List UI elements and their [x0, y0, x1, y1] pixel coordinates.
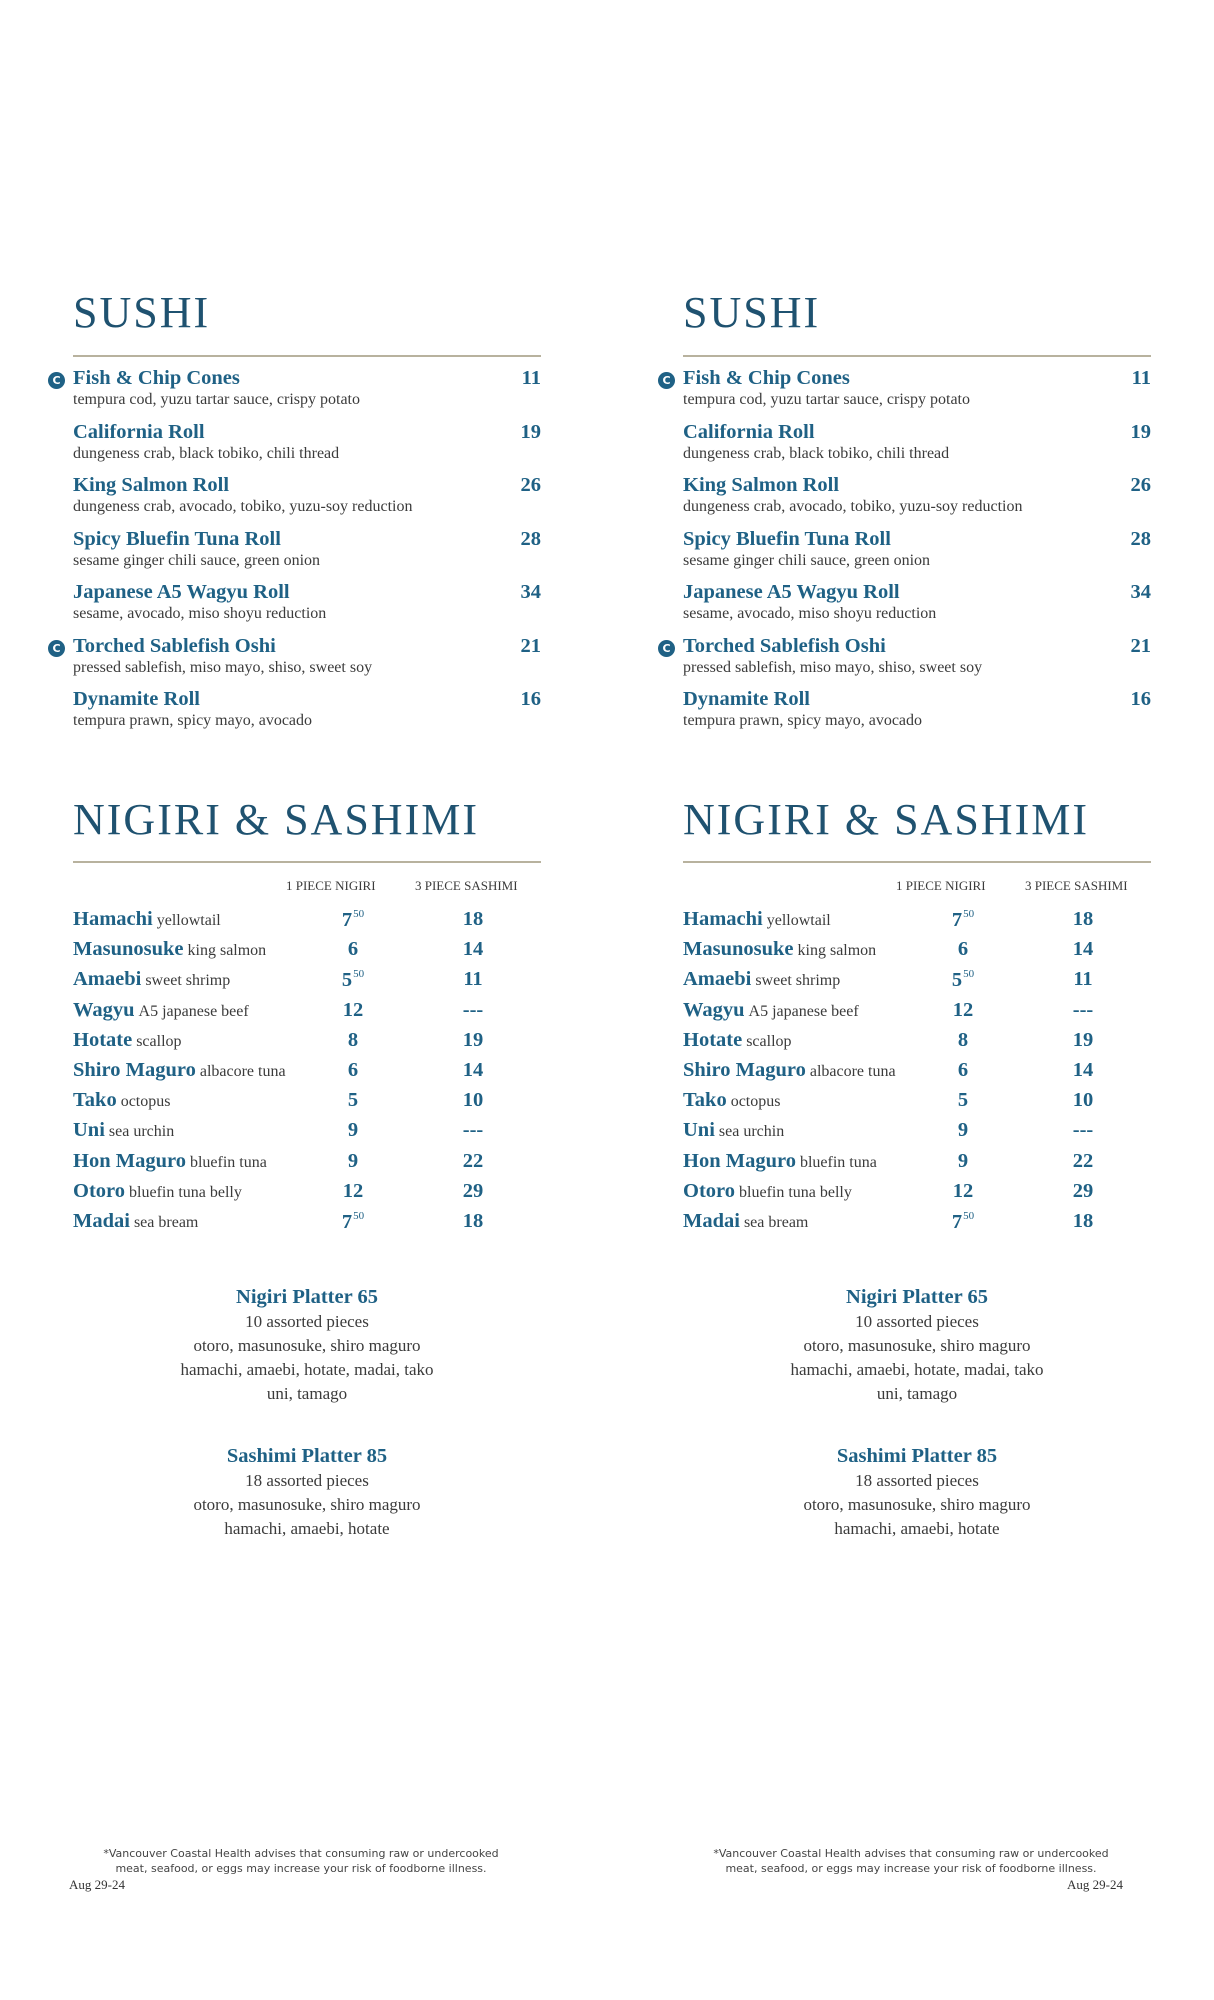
fish-name-label: Amaebi — [73, 968, 142, 991]
sashimi-price: 18 — [1072, 908, 1094, 930]
nigiri-row — [683, 1180, 1151, 1210]
fish-name-label: Hon Maguro — [683, 1149, 796, 1172]
item-description: sesame, avocado, miso shoyu reduction — [683, 605, 937, 622]
platter-line: otoro, masunosuke, shiro maguro — [803, 1495, 1031, 1514]
item-price: 34 — [520, 581, 541, 603]
nigiri-price — [933, 1180, 993, 1203]
fish-description: scallop — [746, 1032, 792, 1050]
fish-name-label: Hon Maguro — [73, 1149, 186, 1172]
nigiri-section-title: NIGIRI & SASHIMI — [73, 795, 479, 844]
nigiri-price-cents: 50 — [353, 968, 365, 981]
menu-item — [683, 474, 1151, 528]
nigiri-row — [73, 1029, 541, 1059]
item-description: tempura cod, yuzu tartar sauce, crispy potato — [73, 391, 360, 408]
nigiri-row — [73, 999, 541, 1029]
c-badge-icon: C — [48, 372, 65, 389]
fish-description: scallop — [136, 1032, 182, 1050]
fish-description: bluefin tuna — [189, 1153, 267, 1171]
item-price: 28 — [520, 527, 541, 550]
nigiri-column-header: 1 PIECE NIGIRI — [896, 878, 986, 893]
menu-item — [683, 688, 1151, 742]
fish-name-label: Hotate — [73, 1028, 133, 1051]
nigiri-price-value: 12 — [342, 1179, 364, 1202]
fish-description: sea bream — [133, 1213, 199, 1231]
fish-name-label: Amaebi — [683, 968, 752, 991]
item-name: Dynamite Roll — [683, 688, 810, 710]
platter-line: otoro, masunosuke, shiro maguro — [193, 1336, 421, 1355]
nigiri-row — [683, 999, 1151, 1029]
nigiri-price — [323, 1029, 383, 1052]
platter-title: Nigiri Platter 65 — [236, 1286, 378, 1308]
fish-description: octopus — [730, 1093, 781, 1111]
fish-name-label: Wagyu — [73, 998, 135, 1021]
nigiri-price — [323, 999, 383, 1022]
fish-name-label: Tako — [73, 1089, 117, 1112]
platter-line: uni, tamago — [876, 1384, 958, 1403]
fish-description: A5 japanese beef — [138, 1002, 249, 1020]
nigiri-price — [933, 1089, 993, 1112]
fish-name-label: Uni — [683, 1119, 715, 1142]
fish-name — [73, 999, 249, 1022]
fish-name-label: Tako — [683, 1089, 727, 1112]
menu-item — [73, 528, 541, 582]
nigiri-price-value: 6 — [957, 1058, 969, 1081]
item-price: 26 — [1130, 474, 1151, 496]
sashimi-price: --- — [462, 1119, 484, 1142]
nigiri-price — [933, 1150, 993, 1173]
nigiri-price-cents: 50 — [353, 1209, 365, 1222]
item-description: pressed sablefish, miso mayo, shiso, sweet soy — [73, 658, 373, 676]
sashimi-price: 19 — [462, 1028, 484, 1051]
item-description: tempura prawn, spicy mayo, avocado — [73, 712, 313, 729]
nigiri-price-value: 7 — [951, 909, 963, 931]
column-headers — [73, 878, 541, 898]
sushi-list — [52, 367, 541, 742]
nigiri-list — [73, 908, 541, 1240]
sashimi-price: 14 — [462, 1058, 484, 1081]
fish-name — [73, 1180, 242, 1203]
item-price: 16 — [520, 688, 541, 710]
sashimi-price: 22 — [462, 1149, 484, 1172]
section-divider — [683, 861, 1151, 863]
nigiri-price-value: 12 — [952, 998, 974, 1021]
fish-name — [73, 1150, 267, 1173]
menu-panel-left — [52, 0, 543, 2000]
sashimi-price: 14 — [462, 938, 484, 961]
sashimi-price: 11 — [463, 968, 483, 991]
nigiri-row — [73, 1150, 541, 1180]
nigiri-price — [323, 908, 383, 932]
platter-title: Sashimi Platter 85 — [836, 1445, 998, 1467]
nigiri-row — [73, 1180, 541, 1210]
nigiri-price — [933, 1119, 993, 1142]
platter-title: Nigiri Platter 65 — [846, 1286, 988, 1308]
sashimi-price: --- — [1072, 1119, 1094, 1142]
fish-description: bluefin tuna belly — [129, 1183, 242, 1201]
nigiri-price-value: 9 — [957, 1149, 969, 1172]
c-badge-icon: C — [48, 640, 65, 657]
menu-item — [52, 634, 541, 689]
nigiri-row — [683, 1210, 1151, 1240]
item-price: 11 — [521, 367, 541, 389]
fish-name-label: Otoro — [73, 1179, 126, 1202]
platter-line: otoro, masunosuke, shiro maguro — [193, 1495, 421, 1514]
section-divider — [683, 355, 1151, 357]
item-description: dungeness crab, avocado, tobiko, yuzu-soy reduction — [683, 498, 1023, 515]
fish-name-label: Hotate — [683, 1028, 743, 1051]
nigiri-price — [323, 1180, 383, 1203]
fish-description: octopus — [120, 1093, 171, 1111]
fish-description: sea urchin — [718, 1123, 785, 1141]
sashimi-price: 14 — [1072, 938, 1094, 961]
nigiri-price-value: 12 — [952, 1179, 974, 1202]
sushi-list — [662, 367, 1151, 742]
nigiri-price-value: 12 — [342, 998, 364, 1021]
nigiri-price — [323, 1150, 383, 1173]
platter-line: hamachi, amaebi, hotate, madai, tako — [180, 1360, 434, 1379]
fish-description: bluefin tuna — [799, 1153, 877, 1171]
fish-name — [683, 908, 831, 931]
menu-item — [73, 688, 541, 742]
nigiri-price-value: 7 — [951, 1210, 963, 1233]
fish-description: yellowtail — [766, 912, 831, 929]
nigiri-price-value: 9 — [347, 1119, 359, 1142]
item-name: King Salmon Roll — [683, 474, 840, 496]
fish-name-label: Shiro Maguro — [683, 1058, 806, 1081]
menu-item — [73, 581, 541, 635]
sashimi-price: --- — [462, 998, 484, 1021]
item-description: tempura prawn, spicy mayo, avocado — [683, 712, 923, 729]
fish-name — [683, 1119, 784, 1142]
fish-name — [73, 1089, 170, 1112]
menu-item — [52, 367, 541, 421]
nigiri-price — [933, 1059, 993, 1082]
sushi-section-title: SUSHI — [73, 288, 211, 337]
nigiri-price-value: 6 — [347, 938, 359, 961]
fish-name-label: Wagyu — [683, 998, 745, 1021]
fish-name-label: Madai — [683, 1209, 740, 1232]
item-name: Torched Sablefish Oshi — [683, 634, 886, 657]
menu-date: Aug 29-24 — [69, 1877, 125, 1892]
fish-name — [73, 1029, 182, 1052]
sashimi-platter — [683, 1443, 1151, 1541]
fish-name-label: Uni — [73, 1119, 105, 1142]
item-price: 16 — [1130, 688, 1151, 710]
menu-panel-right — [662, 0, 1153, 2000]
health-advisory-footnote: *Vancouver Coastal Health advises that consuming raw or undercooked meat, seafood, or eggs may increase your risk of foodborne illness. — [713, 1847, 1109, 1875]
fish-name-label: Masunosuke — [683, 938, 794, 961]
fish-name-label: Hamachi — [73, 908, 153, 930]
sashimi-price: 18 — [1072, 1209, 1094, 1232]
nigiri-row — [73, 1089, 541, 1119]
section-divider — [73, 355, 541, 357]
fish-name — [73, 968, 230, 991]
platter-line: 10 assorted pieces — [245, 1312, 369, 1331]
menu-item — [683, 528, 1151, 582]
nigiri-row — [683, 938, 1151, 968]
fish-name — [683, 968, 840, 991]
c-badge-icon: C — [658, 640, 675, 657]
item-name: Fish & Chip Cones — [683, 367, 850, 389]
fish-name — [683, 1150, 877, 1173]
fish-name — [73, 938, 266, 961]
nigiri-price-cents: 50 — [963, 968, 975, 981]
fish-name — [73, 1119, 174, 1142]
fish-name — [73, 908, 221, 931]
menu-date: Aug 29-24 — [1067, 1877, 1123, 1892]
nigiri-row — [683, 908, 1151, 938]
item-description: dungeness crab, avocado, tobiko, yuzu-soy reduction — [73, 498, 413, 515]
nigiri-price-value: 6 — [347, 1058, 359, 1081]
sashimi-price: --- — [1072, 998, 1094, 1021]
nigiri-price-cents: 50 — [963, 1209, 975, 1222]
fish-description: albacore tuna — [809, 1062, 896, 1080]
nigiri-price — [933, 968, 993, 992]
sashimi-price: 29 — [462, 1179, 484, 1202]
fish-description: sweet shrimp — [145, 972, 231, 990]
nigiri-price — [323, 1059, 383, 1082]
fish-name — [683, 1089, 780, 1112]
item-description: sesame ginger chili sauce, green onion — [73, 551, 321, 569]
item-description: pressed sablefish, miso mayo, shiso, sweet soy — [683, 658, 983, 676]
nigiri-section-title: NIGIRI & SASHIMI — [683, 795, 1089, 844]
platter-line: uni, tamago — [266, 1384, 348, 1403]
c-badge-icon: C — [658, 372, 675, 389]
item-price: 28 — [1130, 527, 1151, 550]
nigiri-price — [933, 999, 993, 1022]
sushi-section-title: SUSHI — [683, 288, 821, 337]
fish-name — [73, 1059, 286, 1082]
fish-name — [73, 1210, 198, 1233]
nigiri-price — [323, 1210, 383, 1234]
nigiri-row — [73, 1119, 541, 1149]
nigiri-price — [323, 1089, 383, 1112]
sashimi-price: 18 — [462, 1209, 484, 1232]
item-description: sesame, avocado, miso shoyu reduction — [73, 605, 327, 622]
sashimi-price: 11 — [1073, 968, 1093, 991]
fish-name — [683, 1180, 852, 1203]
menu-item — [662, 367, 1151, 421]
nigiri-price-value: 5 — [957, 1089, 969, 1112]
fish-name-label: Otoro — [683, 1179, 736, 1202]
item-price: 21 — [1130, 634, 1151, 657]
sashimi-platter — [73, 1443, 541, 1541]
nigiri-price — [323, 938, 383, 961]
item-price: 26 — [520, 474, 541, 496]
platter-line: 18 assorted pieces — [855, 1471, 979, 1490]
menu-item — [662, 634, 1151, 689]
nigiri-price-value: 5 — [951, 969, 963, 992]
fish-description: albacore tuna — [199, 1062, 286, 1080]
nigiri-row — [73, 938, 541, 968]
column-headers — [683, 878, 1151, 898]
platter-line: hamachi, amaebi, hotate, madai, tako — [790, 1360, 1044, 1379]
fish-description: A5 japanese beef — [748, 1002, 859, 1020]
nigiri-platter — [73, 1284, 541, 1406]
fish-name — [683, 999, 859, 1022]
sashimi-price: 29 — [1072, 1179, 1094, 1202]
item-price: 19 — [520, 420, 541, 443]
fish-name-label: Masunosuke — [73, 938, 184, 961]
nigiri-row — [683, 1150, 1151, 1180]
item-name: King Salmon Roll — [73, 474, 230, 496]
fish-description: sea bream — [743, 1213, 809, 1231]
fish-description: king salmon — [797, 942, 877, 960]
nigiri-price — [323, 968, 383, 992]
item-name: Spicy Bluefin Tuna Roll — [73, 527, 281, 550]
fish-description: sea urchin — [108, 1123, 175, 1141]
item-name: California Roll — [73, 420, 205, 443]
fish-description: sweet shrimp — [755, 972, 841, 990]
menu-item — [683, 581, 1151, 635]
item-price: 19 — [1130, 420, 1151, 443]
nigiri-list — [683, 908, 1151, 1240]
nigiri-row — [683, 1089, 1151, 1119]
nigiri-price — [323, 1119, 383, 1142]
fish-name — [683, 1029, 792, 1052]
nigiri-price-cents: 50 — [963, 908, 975, 920]
nigiri-price — [933, 1029, 993, 1052]
item-name: Dynamite Roll — [73, 688, 200, 710]
fish-description: yellowtail — [156, 912, 221, 929]
platter-line: otoro, masunosuke, shiro maguro — [803, 1336, 1031, 1355]
menu-item — [73, 421, 541, 475]
platter-line: 10 assorted pieces — [855, 1312, 979, 1331]
sashimi-price: 10 — [462, 1089, 484, 1112]
item-name: Japanese A5 Wagyu Roll — [683, 581, 900, 603]
nigiri-price-value: 5 — [347, 1089, 359, 1112]
nigiri-price-value: 9 — [347, 1149, 359, 1172]
sashimi-column-header: 3 PIECE SASHIMI — [1025, 878, 1128, 893]
nigiri-row — [73, 1210, 541, 1240]
sashimi-column-header: 3 PIECE SASHIMI — [415, 878, 518, 893]
platter-line: hamachi, amaebi, hotate — [834, 1519, 1000, 1538]
menu-item — [73, 474, 541, 528]
nigiri-price-value: 8 — [347, 1028, 359, 1051]
sashimi-price: 19 — [1072, 1028, 1094, 1051]
fish-name-label: Hamachi — [683, 908, 763, 930]
item-description: tempura cod, yuzu tartar sauce, crispy potato — [683, 391, 970, 408]
sashimi-price: 10 — [1072, 1089, 1094, 1112]
item-name: California Roll — [683, 420, 815, 443]
fish-name-label: Madai — [73, 1209, 130, 1232]
health-advisory-footnote: *Vancouver Coastal Health advises that consuming raw or undercooked meat, seafood, or eggs may increase your risk of foodborne illness. — [103, 1847, 499, 1875]
platter-line: hamachi, amaebi, hotate — [224, 1519, 390, 1538]
nigiri-row — [683, 1059, 1151, 1089]
section-divider — [73, 861, 541, 863]
menu-item — [683, 421, 1151, 475]
nigiri-row — [683, 1029, 1151, 1059]
item-description: dungeness crab, black tobiko, chili thread — [73, 444, 340, 462]
nigiri-price-value: 7 — [341, 1210, 353, 1233]
nigiri-price-value: 7 — [341, 909, 353, 931]
item-description: sesame ginger chili sauce, green onion — [683, 551, 931, 569]
sashimi-price: 18 — [462, 908, 484, 930]
nigiri-row — [683, 1119, 1151, 1149]
nigiri-price-cents: 50 — [353, 908, 365, 920]
item-name: Spicy Bluefin Tuna Roll — [683, 527, 891, 550]
item-name: Japanese A5 Wagyu Roll — [73, 581, 290, 603]
item-name: Fish & Chip Cones — [73, 367, 240, 389]
item-price: 11 — [1131, 367, 1151, 389]
nigiri-row — [73, 1059, 541, 1089]
nigiri-price — [933, 1210, 993, 1234]
fish-description: bluefin tuna belly — [739, 1183, 852, 1201]
nigiri-price-value: 6 — [957, 938, 969, 961]
nigiri-row — [73, 968, 541, 998]
fish-name — [683, 938, 876, 961]
item-price: 21 — [520, 634, 541, 657]
nigiri-platter — [683, 1284, 1151, 1406]
nigiri-price-value: 5 — [341, 969, 353, 992]
sashimi-price: 22 — [1072, 1149, 1094, 1172]
item-price: 34 — [1130, 581, 1151, 603]
platter-line: 18 assorted pieces — [245, 1471, 369, 1490]
item-description: dungeness crab, black tobiko, chili thread — [683, 444, 950, 462]
nigiri-price — [933, 938, 993, 961]
item-name: Torched Sablefish Oshi — [73, 634, 276, 657]
platter-title: Sashimi Platter 85 — [226, 1445, 388, 1467]
fish-name — [683, 1210, 808, 1233]
nigiri-price-value: 8 — [957, 1028, 969, 1051]
sashimi-price: 14 — [1072, 1058, 1094, 1081]
nigiri-price-value: 9 — [957, 1119, 969, 1142]
nigiri-price — [933, 908, 993, 932]
nigiri-row — [683, 968, 1151, 998]
nigiri-column-header: 1 PIECE NIGIRI — [286, 878, 376, 893]
fish-description: king salmon — [187, 942, 267, 960]
fish-name — [683, 1059, 896, 1082]
fish-name-label: Shiro Maguro — [73, 1058, 196, 1081]
nigiri-row — [73, 908, 541, 938]
